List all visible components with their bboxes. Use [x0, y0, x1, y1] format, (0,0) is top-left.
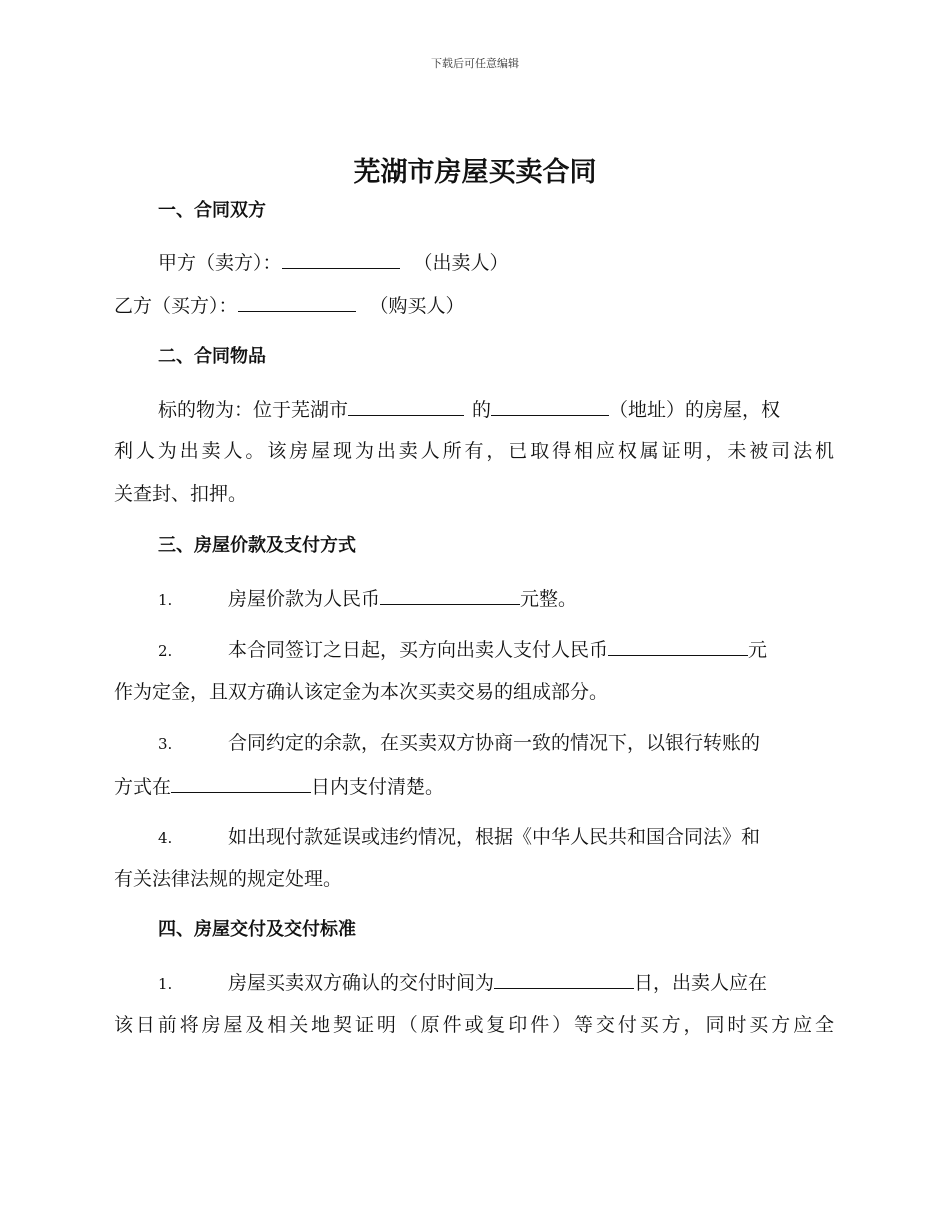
payment-item-4-text: 如出现付款延误或违约情况，根据《中华人民共和国合同法》和 — [228, 826, 761, 848]
address-blank[interactable] — [491, 397, 609, 416]
payment-item-3-line-2 — [114, 774, 834, 799]
days-blank[interactable] — [171, 774, 311, 793]
delivery-item-1-text-a: 房屋买卖双方确认的交付时间为 — [228, 972, 495, 994]
delivery-item-1-num: 1. — [158, 975, 173, 993]
delivery-item-1-text-b: 日，出卖人应在 — [634, 972, 768, 994]
payment-item-3-num: 3. — [158, 735, 173, 753]
delivery-item-1-line-1 — [114, 970, 834, 996]
payment-item-1-text-b: 元整。 — [520, 588, 578, 610]
payment-item-4-line-1 — [114, 825, 834, 850]
party-b-line — [114, 293, 834, 318]
payment-item-2-line-2: 作为定金，且双方确认该定金为本次买卖交易的组成部分。 — [114, 681, 609, 703]
object-line-1 — [158, 397, 834, 422]
payment-item-3-text-b: 日内支付清楚。 — [311, 776, 445, 798]
object-text-2: 的 — [472, 399, 492, 421]
delivery-item-1-line-2: 该日前将房屋及相关地契证明（原件或复印件）等交付买方，同时买方应全 — [114, 1014, 834, 1036]
payment-item-1-num: 1. — [158, 591, 173, 609]
party-a-blank[interactable] — [282, 250, 400, 269]
party-b-blank[interactable] — [238, 293, 356, 312]
payment-item-2-text-a: 本合同签订之日起，买方向出卖人支付人民币 — [228, 639, 609, 661]
object-line-2: 利人为出卖人。该房屋现为出卖人所有，已取得相应权属证明，未被司法机 — [114, 440, 834, 462]
delivery-date-blank[interactable] — [494, 970, 634, 989]
price-blank[interactable] — [380, 586, 520, 605]
payment-item-1 — [114, 586, 834, 612]
object-text-1: 标的物为：位于芜湖市 — [158, 399, 349, 421]
party-b-note: （购买人） — [369, 295, 465, 317]
document-title: 芜湖市房屋买卖合同 — [353, 157, 597, 188]
payment-item-3-text: 合同约定的余款，在买卖双方协商一致的情况下，以银行转账的 — [228, 732, 761, 754]
payment-item-2-num: 2. — [158, 642, 173, 660]
payment-item-4-num: 4. — [158, 829, 173, 847]
section-heading-parties: 一、合同双方 — [158, 200, 266, 221]
object-text-3: （地址）的房屋，权 — [609, 399, 781, 421]
payment-item-3-text-a: 方式在 — [114, 776, 172, 798]
payment-item-4-line-2: 有关法律法规的规定处理。 — [114, 868, 343, 890]
section-heading-object: 二、合同物品 — [158, 346, 266, 367]
party-a-line — [158, 250, 878, 275]
deposit-blank[interactable] — [608, 637, 748, 656]
payment-item-2-text-b: 元 — [748, 639, 768, 661]
header-note: 下载后可任意编辑 — [431, 57, 519, 70]
object-line-3: 关查封、扣押。 — [114, 483, 248, 505]
section-heading-delivery: 四、房屋交付及交付标准 — [158, 919, 356, 940]
city-blank[interactable] — [348, 397, 464, 416]
payment-item-2-line-1 — [114, 637, 834, 663]
payment-item-3-line-1 — [114, 731, 834, 756]
party-a-note: （出卖人） — [413, 252, 509, 274]
section-heading-payment: 三、房屋价款及支付方式 — [158, 535, 356, 556]
payment-item-1-text-a: 房屋价款为人民币 — [228, 588, 381, 610]
party-a-label: 甲方（卖方）： — [158, 252, 282, 274]
party-b-label: 乙方（买方）： — [114, 295, 238, 317]
